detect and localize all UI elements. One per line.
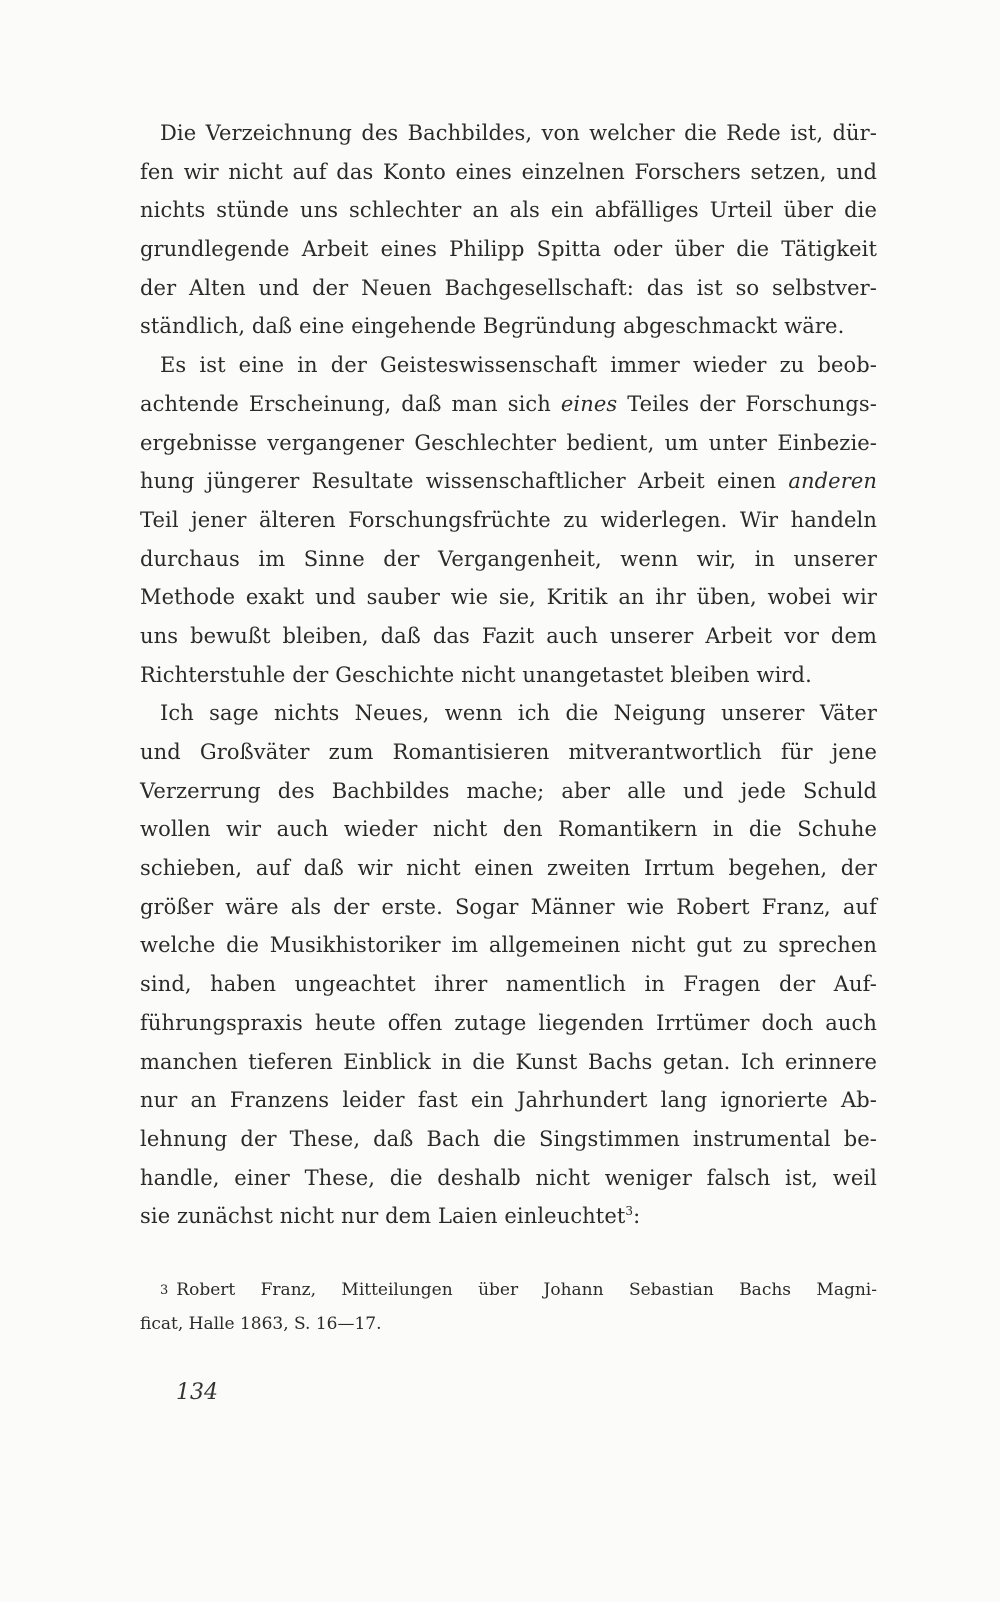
text-segment: achtende Erscheinung, daß man sich: [140, 391, 561, 416]
paragraph-2: [140, 346, 877, 694]
text-line: Die Verzeichnung des Bachbildes, von welcher die Rede ist, dür-: [160, 121, 877, 145]
text-line: [140, 462, 877, 501]
text-line: Ich sage nichts Neues, wenn ich die Neigung unserer Väter: [160, 701, 877, 726]
text-line: größer wäre als der erste. Sogar Männer wie Robert Franz, auf: [140, 894, 877, 919]
text-line: nur an Franzens leider fast ein Jahrhundert lang ignorierte Ab-: [140, 1088, 877, 1113]
body-text: [140, 114, 877, 1236]
text-line: und Großväter zum Romantisieren mitverantwortlich für jene: [140, 740, 877, 764]
text-segment: hung jüngerer Resultate wissenschaftlicher Arbeit einen: [140, 469, 789, 494]
emphasis-eines: eines: [560, 391, 618, 416]
text-line: [140, 385, 877, 424]
text-line: manchen tieferen Einblick in die Kunst Bachs getan. Ich erinnere: [140, 1049, 877, 1074]
text-line: ständlich, daß eine eingehende Begründung abgeschmackt wäre.: [140, 314, 845, 339]
page-number: 134: [176, 1380, 218, 1405]
footnote-line: ficat, Halle 1863, S. 16—17.: [140, 1314, 382, 1334]
text-line: fen wir nicht auf das Konto eines einzelnen Forschers setzen, und: [140, 159, 877, 184]
text-line: Es ist eine in der Geisteswissenschaft immer wieder zu beob-: [160, 353, 877, 378]
text-line: der Alten und der Neuen Bachgesellschaft: das ist so selbstver-: [140, 275, 877, 300]
footnote-mark: 3: [160, 1283, 169, 1298]
text-line: handle, einer These, die deshalb nicht weniger falsch ist, weil: [140, 1165, 877, 1190]
text-line: ergebnisse vergangener Geschlechter bedient, um unter Einbezie-: [140, 430, 877, 455]
text-line: durchaus im Sinne der Vergangenheit, wenn wir, in unserer: [140, 546, 877, 571]
text-line: schieben, auf daß wir nicht einen zweiten Irrtum begehen, der: [140, 856, 877, 881]
text-line: uns bewußt bleiben, daß das Fazit auch unserer Arbeit vor dem: [140, 623, 877, 648]
text-segment: Teiles der Forschungs-: [617, 391, 877, 416]
footnote-reference: 3: [625, 1204, 634, 1219]
paragraph-1: [140, 114, 877, 346]
text-line: Methode exakt und sauber wie sie, Kritik an ihr üben, wobei wir: [140, 585, 877, 610]
text-line: grundlegende Arbeit eines Philipp Spitta oder über die Tätigkeit: [140, 237, 877, 262]
footnote-line: [140, 1273, 877, 1307]
footnote-text: Robert Franz, Mitteilungen über Johann Sebastian Bachs Magni-: [176, 1280, 877, 1300]
text-line: sind, haben ungeachtet ihrer namentlich in Fragen der Auf-: [140, 972, 877, 997]
footnote: [140, 1273, 877, 1341]
text-line: Richterstuhle der Geschichte nicht unangetastet bleiben wird.: [140, 662, 812, 687]
text-line: Teil jener älteren Forschungsfrüchte zu widerlegen. Wir handeln: [140, 507, 877, 532]
text-segment: sie zunächst nicht nur dem Laien einleuchtet: [140, 1204, 626, 1229]
text-line: [140, 1197, 877, 1236]
text-segment: :: [633, 1204, 641, 1229]
paragraph-3: [140, 694, 877, 1236]
text-line: führungspraxis heute offen zutage liegenden Irrtümer doch auch: [140, 1010, 877, 1035]
text-line: welche die Musikhistoriker im allgemeinen nicht gut zu sprechen: [140, 933, 877, 958]
text-line: wollen wir auch wieder nicht den Romantikern in die Schuhe: [140, 817, 877, 842]
emphasis-anderen: anderen: [788, 469, 877, 494]
text-line: nichts stünde uns schlechter an als ein abfälliges Urteil über die: [140, 198, 877, 223]
text-line: Verzerrung des Bachbildes mache; aber alle und jede Schuld: [140, 778, 877, 803]
text-line: lehnung der These, daß Bach die Singstimmen instrumental be-: [140, 1126, 877, 1151]
